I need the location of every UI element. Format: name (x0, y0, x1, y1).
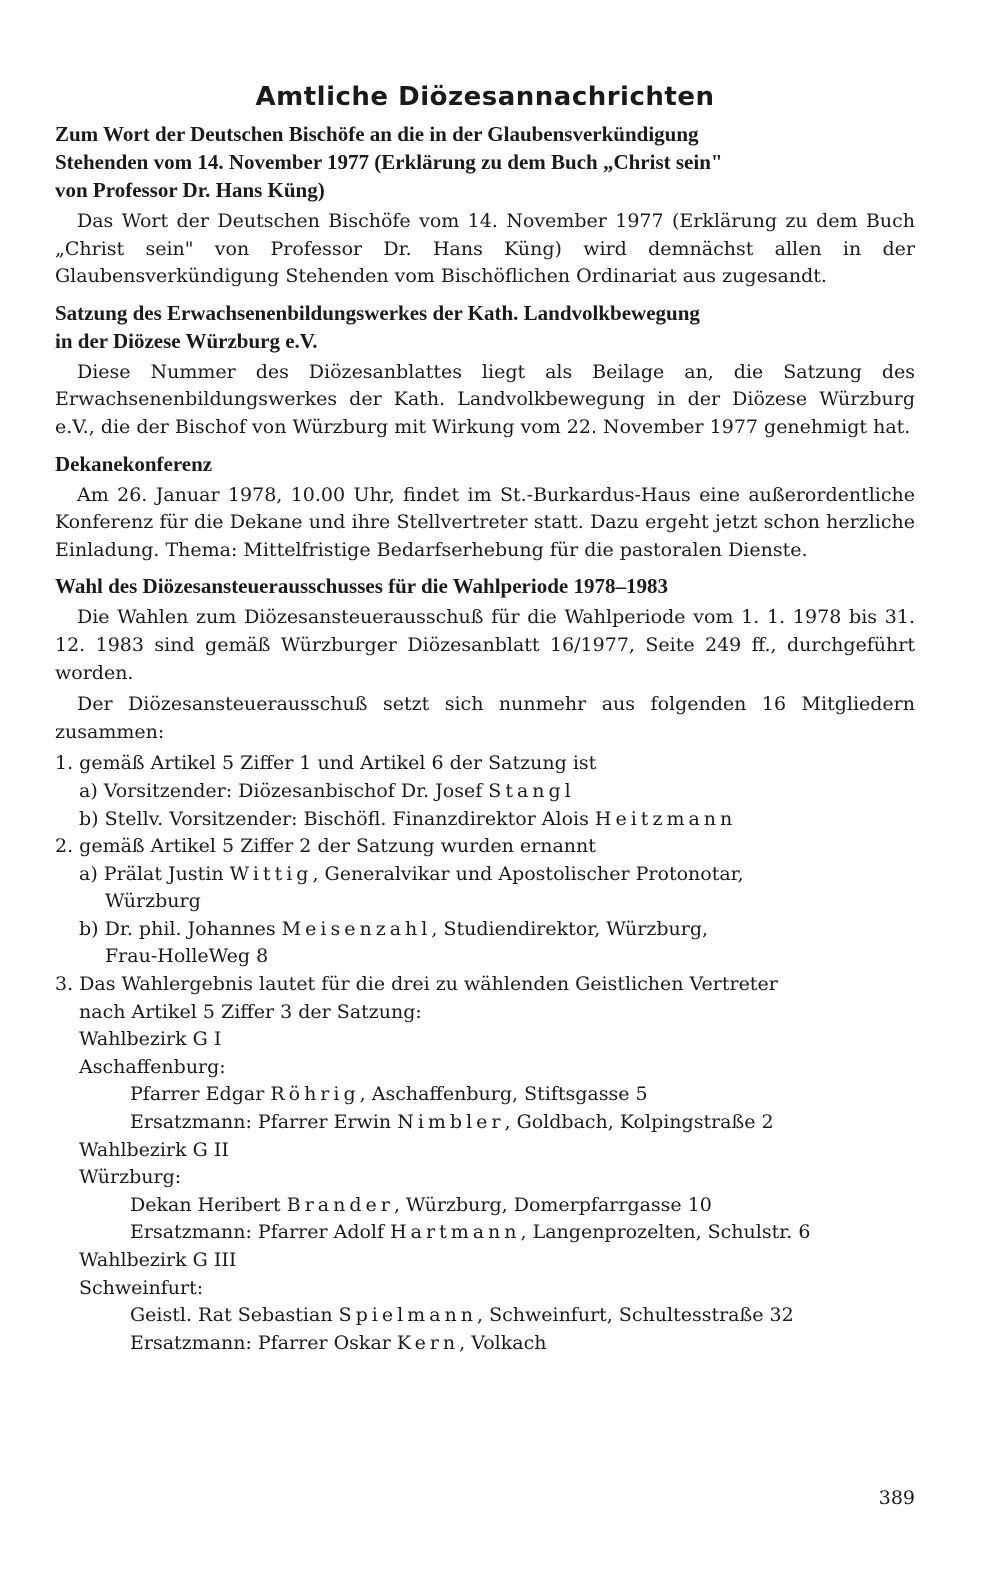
district-label: Wahlbezirk G III (79, 1249, 237, 1271)
section-body: Das Wort der Deutschen Bischöfe vom 14. November 1977 (Erklärung zu dem Buch „Christ sein" von Professor Dr. Hans Küng) wird demnächst allen in der Glaubensverkündigung Stehenden vom Bischöflichen Ordinariat aus zugesandt. (55, 210, 915, 288)
section-heading: Dekanekonferenz (55, 451, 213, 476)
page-title: Amtliche Diözesannachrichten (255, 82, 715, 112)
section-heading: Wahl des Diözesansteuerausschusses für die Wahlperiode 1978–1983 (55, 574, 668, 599)
district-substitute: Ersatzmann: Pfarrer Adolf Hartmann, Langenprozelten, Schulstr. 6 (130, 1221, 811, 1244)
list-item: a) Vorsitzender: Diözesanbischof Dr. Josef Stangl (79, 779, 575, 802)
district-member: Geistl. Rat Sebastian Spielmann, Schweinfurt, Schultesstraße 32 (130, 1304, 794, 1327)
section-1 (55, 120, 915, 291)
list-item-continuation: Würzburg (105, 890, 201, 913)
list-item: a) Prälat Justin Wittig, Generalvikar und Apostolischer Protonotar, (79, 862, 744, 885)
list-item-continuation: Frau-HolleWeg 8 (105, 945, 269, 968)
district-city: Aschaffenburg: (79, 1055, 226, 1078)
list-item: b) Dr. phil. Johannes Meisenzahl, Studiendirektor, Würzburg, (79, 917, 709, 940)
district-label: Wahlbezirk G II (79, 1138, 229, 1161)
section-4 (55, 572, 915, 1357)
district-city: Schweinfurt: (79, 1276, 204, 1299)
district-substitute: Ersatzmann: Pfarrer Erwin Nimbler, Goldbach, Kolpingstraße 2 (130, 1111, 774, 1134)
list-item: 1. gemäß Artikel 5 Ziffer 1 und Artikel 6 der Satzung ist (55, 752, 597, 775)
district-label: Wahlbezirk G I (79, 1028, 222, 1051)
district-member: Dekan Heribert Brander, Würzburg, Domerpfarrgasse 10 (130, 1193, 712, 1216)
section-body: Am 26. Januar 1978, 10.00 Uhr, findet im St.-Burkardus-Haus eine außerordentliche Konferenz für die Dekane und ihre Stellvertreter statt. Dazu ergeht jetzt schon herzliche Einladung. Thema: Mittelfristige Bedarfserhebung für die pastoralen Dienste. (55, 483, 915, 561)
section-3 (55, 450, 915, 565)
member-list (55, 750, 915, 1357)
list-item-continuation: nach Artikel 5 Ziffer 3 der Satzung: (79, 1000, 422, 1023)
section-heading: Satzung des Erwachsenenbildungswerkes der Kath. Landvolkbewegung in der Diözese Würzburg e.V. (55, 300, 700, 353)
list-item: 3. Das Wahlergebnis lautet für die drei zu wählenden Geistlichen Vertreter (55, 973, 778, 996)
district-city: Würzburg: (79, 1166, 182, 1189)
section-2 (55, 299, 915, 442)
list-item: 2. gemäß Artikel 5 Ziffer 2 der Satzung wurden ernannt (55, 835, 596, 858)
section-heading: Zum Wort der Deutschen Bischöfe an die in der Glaubensverkündigung Stehenden vom 14. November 1977 (Erklärung zu dem Buch „Christ sein" von Professor Dr. Hans Küng) (55, 122, 723, 202)
list-item: b) Stellv. Vorsitzender: Bischöfl. Finanzdirektor Alois Heitzmann (79, 807, 737, 830)
section-body-2: Der Diözesansteuerausschuß setzt sich nunmehr aus folgenden 16 Mitgliedern zusammen: (55, 693, 915, 743)
document-page (55, 70, 915, 1357)
page-number: 389 (878, 1487, 915, 1509)
district-substitute: Ersatzmann: Pfarrer Oskar Kern, Volkach (130, 1331, 547, 1354)
section-body: Diese Nummer des Diözesanblattes liegt als Beilage an, die Satzung des Erwachsenenbildungswerkes der Kath. Landvolkbewegung in der Diözese Würzburg e.V., die der Bischof von Würzburg mit Wirkung vom 22. November 1977 genehmigt hat. (55, 360, 915, 438)
district-member: Pfarrer Edgar Röhrig, Aschaffenburg, Stiftsgasse 5 (130, 1083, 648, 1106)
section-body: Die Wahlen zum Diözesansteuerausschuß für die Wahlperiode vom 1. 1. 1978 bis 31. 12. 1983 sind gemäß Würzburger Diözesanblatt 16/1977, Seite 249 ff., durchgeführt worden. (55, 606, 915, 684)
